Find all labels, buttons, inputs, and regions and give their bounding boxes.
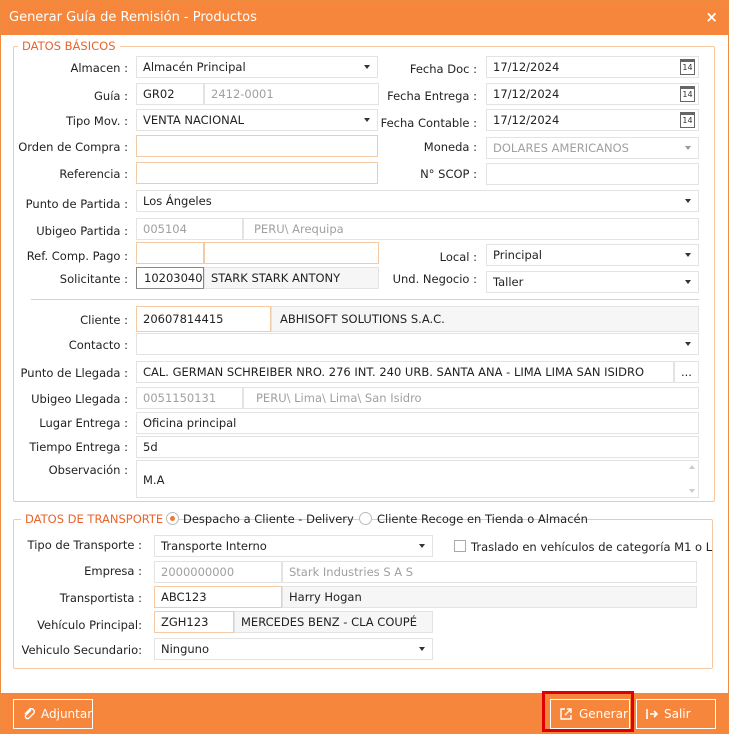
contacto-label: Contacto : [68, 338, 128, 352]
calendar-icon[interactable]: 14 [680, 112, 695, 128]
scop-field[interactable] [486, 163, 699, 185]
chevron-down-icon [685, 342, 691, 346]
vehiculo-desc-field: MERCEDES BENZ - CLA COUPÉ [234, 611, 433, 633]
almacen-value: Almacén Principal [143, 60, 246, 74]
local-label: Local : [439, 250, 477, 264]
solicitante-label: Solicitante : [59, 272, 128, 286]
und-negocio-value: Taller [493, 275, 524, 289]
radio-pickup-label[interactable]: Cliente Recoge en Tienda o Almacén [377, 512, 588, 526]
transport-legend: DATOS DE TRANSPORTE [21, 512, 167, 526]
scroll-up-icon[interactable] [689, 465, 695, 469]
llegada-field[interactable]: CAL. GERMAN SCHREIBER NRO. 276 INT. 240 URB. SANTA ANA - LIMA LIMA SAN ISIDRO [136, 361, 674, 383]
fecha-contable-value: 17/12/2024 [493, 113, 560, 127]
tipo-transporte-value: Transporte Interno [161, 539, 267, 553]
chevron-down-icon [364, 65, 370, 69]
chevron-down-icon [419, 544, 425, 548]
moneda-label: Moneda : [423, 140, 477, 154]
referencia-label: Referencia : [59, 167, 128, 181]
guia-label: Guía : [94, 89, 128, 103]
fecha-doc-field[interactable] [486, 56, 699, 78]
empresa-label: Empresa : [84, 564, 142, 578]
tipo-transporte-label: Tipo de Transporte : [27, 538, 142, 552]
referencia-field[interactable] [136, 162, 378, 184]
transportista-name-field: Harry Hogan [282, 586, 697, 608]
salir-button[interactable] [636, 699, 716, 729]
lugar-entrega-field[interactable]: Oficina principal [136, 412, 699, 434]
radio-pickup[interactable] [359, 512, 372, 525]
ubigeo-llegada-desc: PERU\ Lima\ Lima\ San Isidro [243, 387, 699, 409]
fecha-entrega-label: Fecha Entrega : [387, 89, 477, 103]
solicitante-code-field[interactable]: 10203040 [136, 267, 204, 289]
fecha-doc-value: 17/12/2024 [493, 60, 560, 74]
vehiculo-label: Vehículo Principal: [37, 618, 142, 632]
basic-data-legend: DATOS BÁSICOS [18, 39, 120, 53]
tipo-transporte-select[interactable] [154, 535, 433, 557]
chevron-down-icon [419, 647, 425, 651]
ubigeo-llegada-label: Ubigeo Llegada : [31, 392, 128, 406]
partida-select[interactable] [136, 190, 699, 212]
llegada-label: Punto de Llegada : [20, 366, 128, 380]
tipo-mov-select[interactable] [136, 109, 378, 131]
ubigeo-llegada-code: 0051150131 [136, 387, 243, 409]
fecha-contable-field[interactable] [486, 109, 699, 131]
partida-value: Los Ángeles [143, 194, 212, 208]
fecha-doc-label: Fecha Doc : [409, 62, 477, 76]
fecha-entrega-field[interactable] [486, 83, 699, 105]
moneda-value: DOLARES AMERICANOS [493, 141, 629, 155]
adjuntar-button[interactable] [13, 699, 93, 729]
cliente-label: Cliente : [80, 313, 128, 327]
contacto-select[interactable] [136, 333, 699, 355]
title-bar [1, 1, 728, 35]
chevron-down-icon [685, 146, 691, 150]
chevron-down-icon [685, 280, 691, 284]
guia-numero-field: 2412-0001 [204, 83, 379, 105]
exit-icon [645, 700, 659, 731]
almacen-select[interactable] [136, 56, 378, 78]
calendar-icon[interactable]: 14 [680, 86, 695, 102]
empresa-name-field: Stark Industries S A S [282, 561, 697, 583]
section-divider [31, 299, 699, 300]
generar-label: Generar [579, 707, 628, 721]
radio-delivery[interactable] [166, 512, 179, 525]
partida-label: Punto de Partida : [25, 197, 128, 211]
vehiculo-secundario-value: Ninguno [161, 642, 209, 656]
window-title: Generar Guía de Remisión - Productos [9, 10, 257, 25]
transportista-label: Transportista : [59, 591, 142, 605]
chevron-down-icon [364, 118, 370, 122]
ref-pago-label: Ref. Comp. Pago : [26, 249, 128, 263]
almacen-label: Almacen : [70, 61, 128, 75]
salir-label: Salir [664, 707, 691, 721]
ubigeo-partida-desc: PERU\ Arequipa [243, 218, 699, 240]
transportista-code-field[interactable]: ABC123 [154, 586, 282, 608]
solicitante-name-field: STARK STARK ANTONY [204, 267, 379, 289]
traslado-label[interactable]: Traslado en vehículos de categoría M1 o L [471, 540, 713, 554]
chevron-down-icon [685, 199, 691, 203]
paperclip-icon [22, 700, 36, 731]
llegada-browse-button[interactable]: ... [674, 361, 699, 383]
moneda-select [486, 137, 699, 159]
empresa-code-field: 2000000000 [154, 561, 282, 583]
tipo-mov-label: Tipo Mov. : [66, 114, 128, 128]
lugar-entrega-label: Lugar Entrega : [39, 416, 128, 430]
local-value: Principal [493, 248, 543, 262]
guia-serie-field[interactable]: GR02 [136, 83, 204, 105]
scop-label: N° SCOP : [420, 167, 477, 181]
ubigeo-partida-label: Ubigeo Partida : [36, 224, 128, 238]
ref-pago-serie-field[interactable] [136, 242, 204, 264]
tiempo-entrega-label: Tiempo Entrega : [29, 440, 128, 454]
und-negocio-label: Und. Negocio : [392, 272, 477, 286]
adjuntar-label: Adjuntar [41, 707, 93, 721]
highlight-box [542, 691, 634, 732]
und-negocio-select[interactable] [486, 271, 699, 293]
ubigeo-partida-code: 005104 [136, 218, 243, 240]
chevron-down-icon [685, 253, 691, 257]
radio-delivery-label[interactable]: Despacho a Cliente - Delivery [183, 512, 354, 526]
vehiculo-placa-field[interactable]: ZGH123 [154, 611, 234, 633]
ref-pago-numero-field[interactable] [204, 242, 379, 264]
vehiculo-secundario-label: Vehiculo Secundario: [21, 643, 142, 657]
observacion-textarea[interactable]: M.A [136, 460, 699, 498]
local-select[interactable] [486, 244, 699, 266]
cliente-ruc-field[interactable]: 20607814415 [136, 306, 271, 332]
cliente-name-field: ABHISOFT SOLUTIONS S.A.C. [271, 306, 699, 332]
fecha-contable-label: Fecha Contable : [380, 116, 477, 130]
orden-compra-field[interactable] [136, 135, 378, 157]
traslado-checkbox[interactable] [454, 540, 466, 552]
tiempo-entrega-field[interactable]: 5d [136, 436, 699, 458]
orden-compra-label: Orden de Compra : [18, 140, 128, 154]
fecha-entrega-value: 17/12/2024 [493, 87, 560, 101]
observacion-label: Observación : [48, 463, 128, 477]
calendar-icon[interactable]: 14 [680, 59, 695, 75]
close-icon[interactable]: × [705, 8, 718, 26]
tipo-mov-value: VENTA NACIONAL [143, 113, 245, 127]
scroll-down-icon[interactable] [689, 489, 695, 493]
vehiculo-secundario-select[interactable] [154, 638, 433, 660]
